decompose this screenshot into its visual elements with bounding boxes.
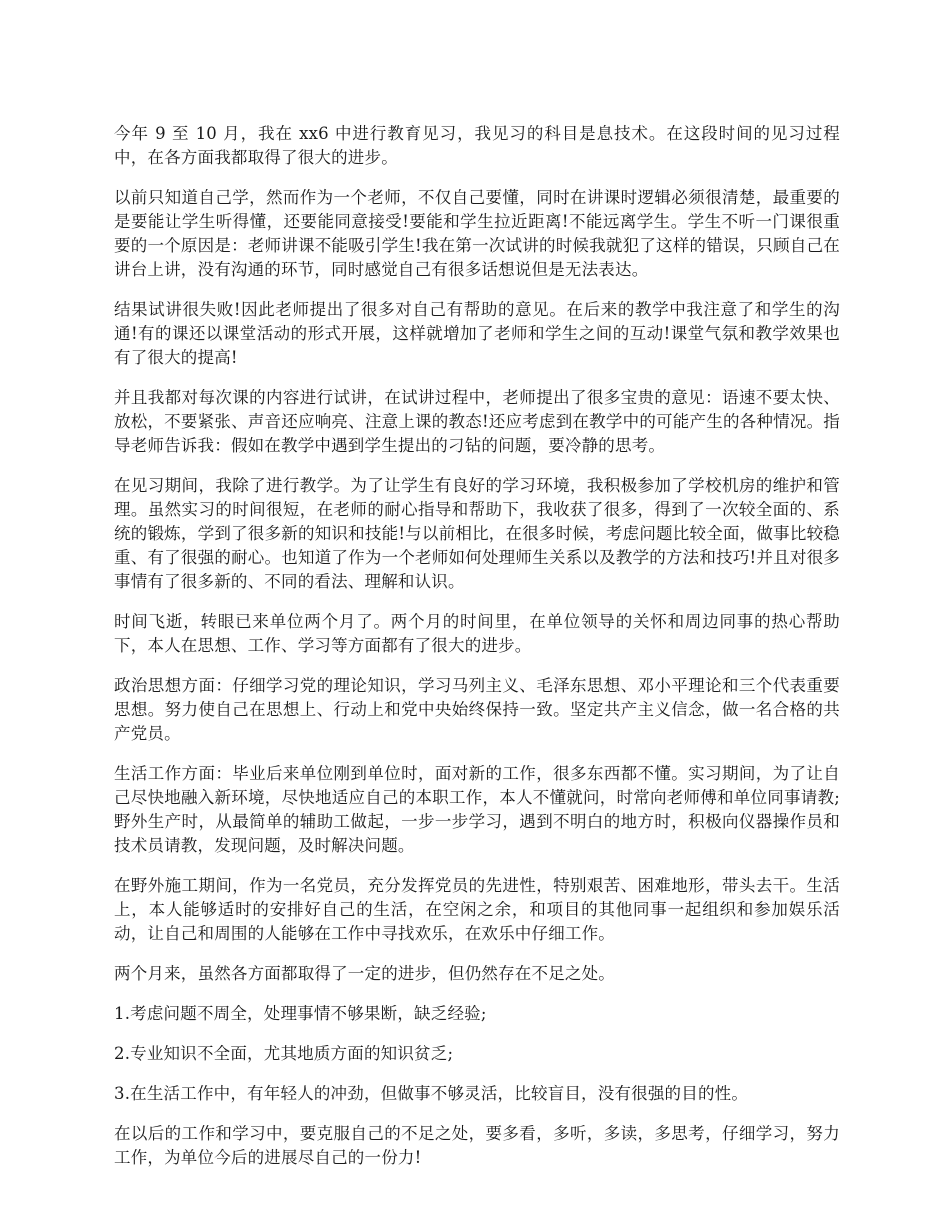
list-item-3: 3.在生活工作中，有年轻人的冲劲，但做事不够灵活，比较盲目，没有很强的目的性。 xyxy=(114,1084,749,1103)
paragraph-3: 结果试讲很失败!因此老师提出了很多对自己有帮助的意见。在后来的教学中我注意了和学生的沟通!有的课还以课堂活动的形式开展，这样就增加了老师和学生之间的互动!课堂气氛和教学效果也有了很大的提高! xyxy=(114,300,840,367)
paragraph-4: 并且我都对每次课的内容进行试讲，在试讲过程中，老师提出了很多宝贵的意见：语速不要太快、放松，不要紧张、声音还应响亮、注意上课的教态!还应考虑到在教学中的可能产生的各种情况。指导老师告诉我：假如在教学中遇到学生提出的刁钻的问题，要冷静的思考。 xyxy=(114,388,840,455)
paragraph-2: 以前只知道自己学，然而作为一个老师，不仅自己要懂，同时在讲课时逻辑必须很清楚，最重要的是要能让学生听得懂，还要能同意接受!要能和学生拉近距离!不能远离学生。学生不听一门课很重要的一个原因是：老师讲课不能吸引学生!我在第一次试讲的时候我就犯了这样的错误，只顾自己在讲台上讲，没有沟通的环节，同时感觉自己有很多话想说但是无法表达。 xyxy=(114,188,840,279)
paragraph-6: 时间飞逝，转眼已来单位两个月了。两个月的时间里，在单位领导的关怀和周边同事的热心帮助下，本人在思想、工作、学习等方面都有了很大的进步。 xyxy=(114,612,840,655)
paragraph-11: 在以后的工作和学习中，要克服自己的不足之处，要多看，多听，多读，多思考，仔细学习，努力工作，为单位今后的进展尽自己的一份力! xyxy=(114,1124,840,1167)
paragraph-7: 政治思想方面：仔细学习党的理论知识，学习马列主义、毛泽东思想、邓小平理论和三个代表重要思想。努力使自己在思想上、行动上和党中央始终保持一致。坚定共产主义信念，做一名合格的共产党员。 xyxy=(114,676,840,743)
list-item-1: 1.考虑问题不周全，处理事情不够果断，缺乏经验; xyxy=(114,1004,487,1023)
paragraph-9: 在野外施工期间，作为一名党员，充分发挥党员的先进性，特别艰苦、困难地形，带头去干。生活上，本人能够适时的安排好自己的生活，在空闲之余，和项目的其他同事一起组织和参加娱乐活动，让自己和周围的人能够在工作中寻找欢乐，在欢乐中仔细工作。 xyxy=(114,876,840,943)
paragraph-1: 今年 9 至 10 月，我在 xx6 中进行教育见习，我见习的科目是息技术。在这段时间的见习过程中，在各方面我都取得了很大的进步。 xyxy=(114,124,840,167)
paragraph-10: 两个月来，虽然各方面都取得了一定的进步，但仍然存在不足之处。 xyxy=(114,964,615,983)
paragraph-8: 生活工作方面：毕业后来单位刚到单位时，面对新的工作，很多东西都不懂。实习期间，为了让自己尽快地融入新环境，尽快地适应自己的本职工作，本人不懂就问，时常向老师傅和单位同事请教;野外生产时，从最简单的辅助工做起，一步一步学习，遇到不明白的地方时，积极向仪器操作员和技术员请教，发现问题，及时解决问题。 xyxy=(114,764,840,855)
paragraph-5: 在见习期间，我除了进行教学。为了让学生有良好的学习环境，我积极参加了学校机房的维护和管理。虽然实习的时间很短，在老师的耐心指导和帮助下，我收获了很多，得到了一次较全面的、系统的锻炼，学到了很多新的知识和技能!与以前相比，在很多时候，考虑问题比较全面，做事比较稳重、有了很强的耐心。也知道了作为一个老师如何处理师生关系以及教学的方法和技巧!并且对很多事情有了很多新的、不同的看法、理解和认识。 xyxy=(114,476,840,591)
list-item-2: 2.专业知识不全面，尤其地质方面的知识贫乏; xyxy=(114,1044,454,1063)
